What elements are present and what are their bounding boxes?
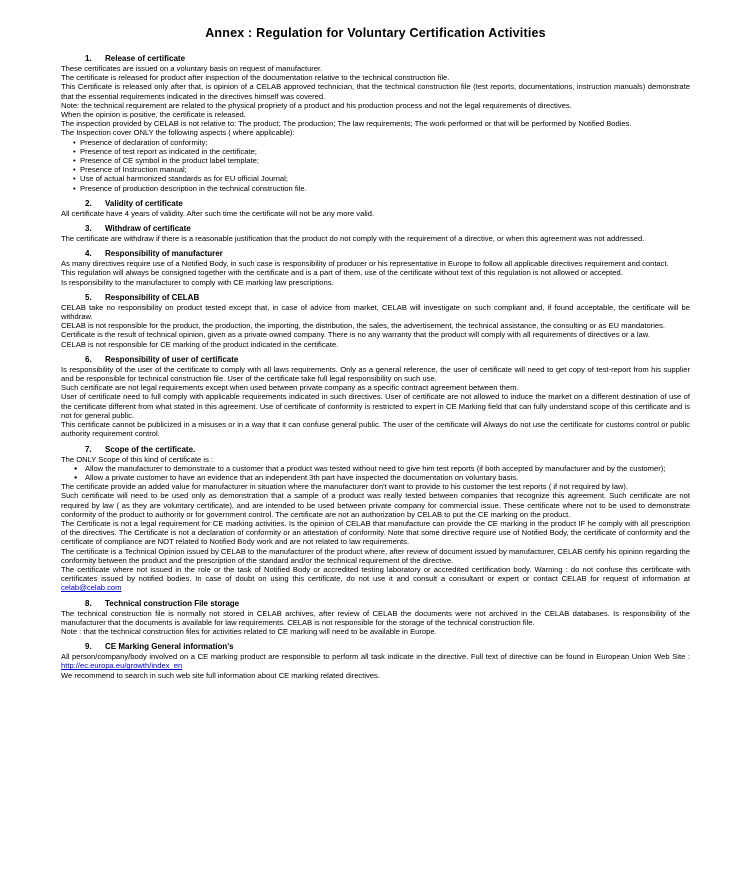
section-manufacturer bbox=[61, 249, 690, 287]
list-item: • Use of actual harmonized standards as for EU official Journal; bbox=[73, 174, 690, 183]
section-heading: 5. Responsibility of CELAB bbox=[85, 292, 200, 302]
section-validity bbox=[61, 199, 690, 218]
section-heading: 4. Responsibility of manufacturer bbox=[85, 249, 223, 259]
paragraph: The inspection provided by CELAB is not relative to: The product; The production; The law requirements; The work performed or that will be performed by Notified Bodies. bbox=[61, 119, 632, 129]
section-user bbox=[61, 355, 690, 439]
paragraph: All certificate have 4 years of validity. After such time the certificate will not be any more valid. bbox=[61, 208, 375, 218]
section-heading: 7. Scope of the certificate. bbox=[85, 444, 196, 454]
paragraph: As many directives require use of a Notified Body, in such case is responsibility of producer or his representative in Europe to follow all applicable directives requirement and contact. bbox=[61, 259, 669, 269]
list-item: • Presence of production description in the technical construction file. bbox=[73, 184, 690, 193]
paragraph: The certificate is a Technical Opinion issued by CELAB to the manufacturer of the product where, after review of document issued by manufacturer, CELAB certify his opinion regarding the conformity between the product and the prescription of the standard and/or the technical requirement of the directive. bbox=[61, 546, 690, 565]
list-item: • Presence of declaration of conformity; bbox=[73, 138, 690, 147]
section-withdraw bbox=[61, 224, 690, 243]
paragraph: The Inspection cover ONLY the following aspects ( where applicable): bbox=[61, 128, 295, 138]
section-heading: 9. CE Marking General information's bbox=[85, 642, 234, 652]
paragraph: When the opinion is positive, the certificate is released. bbox=[61, 110, 246, 120]
list-item: ● Allow a private customer to have an evidence that an independent 3th part have inspected the documentation on voluntary basis. bbox=[73, 473, 690, 482]
section-heading: 1. Release of certificate bbox=[85, 54, 186, 63]
paragraph: Such certificate are not legal requirements except when used between private company as a specific contract agreement between them. bbox=[61, 383, 519, 393]
paragraph: CELAB take no responsibility on product tested except that, in case of advice from market, CELAB will investigate on such compliant and, if found acceptable, the certificate will be withdraw. bbox=[61, 302, 690, 322]
section-heading: 3. Withdraw of certificate bbox=[85, 224, 191, 234]
paragraph: Such certificate will need to be used only as demonstration that a sample of a product was really tested between companies that recognize this agreement. Such certificate are not required by law ( as they are voluntary certificate), and are intended to be used between private company for commercial issue. These certificate where not to be used to demonstrate conformity of the product to authority or for government control. The certificate are not an authorization by CELAB to put the CE marking on the product. bbox=[61, 491, 690, 519]
scope-list bbox=[61, 464, 690, 482]
list-item: ● Allow the manufacturer to demonstrate to a customer that a product was tested without need to give him test reports (if both accepted by manufacturer and by the customer); bbox=[73, 464, 690, 473]
paragraph: These certificates are issued on a voluntary basis on request of manufacturer. bbox=[61, 64, 323, 73]
paragraph: Certificate is the result of technical opinion, given as a private owned company. There is no any warranty that the product will comply with all requirements of directives or a law. bbox=[61, 330, 650, 340]
list-item: • Presence of Instruction manual; bbox=[73, 165, 690, 174]
paragraph: CELAB is not responsible for the product, the production, the importing, the distribution, the sales, the advertisement, the technical assistance, the consulting or as EU mandatories. bbox=[61, 321, 666, 331]
section-celab bbox=[61, 293, 690, 349]
document-title: Annex : Regulation for Voluntary Certification Activities bbox=[205, 26, 546, 40]
paragraph: Is responsibility of the user of the certificate to comply with all laws requirements. Only as a general reference, the user of certificate will need to get copy of test-report from his supplier and be responsible for technical construction file. User of the certificate take full legal responsibility on such use. bbox=[61, 364, 690, 384]
email-link[interactable]: celab@celab.com bbox=[61, 583, 122, 593]
section-heading: 8. Technical construction File storage bbox=[85, 598, 240, 608]
inspection-aspects-list bbox=[61, 138, 690, 193]
paragraph: The technical construction file is normally not stored in CELAB archives, after review of CELAB the documents were not archived in the CELAB databases. Is responsibility of the manufacturer that the documents is available for law requirements. CELAB is not responsible for the storage of the technical construction file. bbox=[61, 608, 690, 627]
paragraph: The certificate where not issued in the role or the task of Notified Body or accredited testing laboratory or accredited certification body. Warning : do not confuse this certificate with certificates issued by notified bodies. In case of doubt on using this certificate, do not use it and consult a consultant or expert or contact CELAB for request of information at celab@celab.com bbox=[61, 564, 690, 593]
section-release bbox=[61, 54, 690, 193]
eu-website-link[interactable]: http://ec.europa.eu/growth/index_en bbox=[61, 661, 183, 671]
paragraph: User of certificate need to full comply with applicable requirements indicated in such directives. User of certificate are not allowed to induce the market on a different destination of use of the certificate different from what stated in this agreement. Use of certificate of conformity is restricted to expert in CE Marking field that can fully understand scope of this certificate and is not for general public. bbox=[61, 392, 690, 420]
paragraph: CELAB is not responsible for CE marking of the product indicated in the certificate. bbox=[61, 339, 339, 349]
paragraph: All person/company/body involved on a CE marking product are responsible to perform all task indicate in the directive. Full text of directive can be found in European Union Web Site : http://ec.europa.eu/growth/index_en bbox=[61, 652, 690, 671]
paragraph: Is responsibility to the manufacturer to comply with CE marking law prescriptions. bbox=[61, 277, 334, 287]
section-storage bbox=[61, 599, 690, 637]
paragraph: The certificate provide an added value for manufacturer in situation where the manufacturer don't want to provide to his customer the test reports ( if not required by law). bbox=[61, 482, 629, 492]
document-page bbox=[61, 26, 690, 686]
paragraph: This certificate cannot be publicized in a misuses or in a way that it can confuse general public. The user of the certificate will Always do not use the certificate for customs control or public authority requirement control. bbox=[61, 420, 690, 439]
paragraph: This regulation will always be consigned together with the certificate and is a part of them, use of the certificate without text of this regulation is not allowed or accepted. bbox=[61, 268, 623, 278]
section-heading: 2. Validity of certificate bbox=[85, 198, 183, 208]
list-item: • Presence of CE symbol in the product label template; bbox=[73, 156, 690, 165]
section-scope bbox=[61, 445, 690, 593]
paragraph: The certificate are withdraw if there is a reasonable justification that the product do not comply with the requirement of a directive, or when this agreement was not addressed. bbox=[61, 234, 645, 244]
paragraph: The ONLY Scope of this kind of certificate is : bbox=[61, 454, 214, 464]
paragraph: Note: the technical requirement are related to the physical propriety of a product and his production process and not the legal requirements of directives. bbox=[61, 100, 572, 110]
paragraph: The certificate is released for product after inspection of the documentation relative to the technical construction file. bbox=[61, 73, 450, 83]
paragraph: Note : that the technical construction files for activities related to CE marking will need to be available in Europe. bbox=[61, 626, 437, 636]
section-heading: 6. Responsibility of user of certificate bbox=[85, 354, 239, 364]
paragraph: We recommend to search in such web site full information about CE marking related directives. bbox=[61, 670, 380, 680]
section-ce-info bbox=[61, 642, 690, 680]
paragraph: This Certificate is released only after that, is opinion of a CELAB approved technician, that the technical construction file (test reports, documentations, instruction manuals) demonstrate that the essential requirements indicated in the directives himself was covered. bbox=[61, 82, 690, 101]
list-item: • Presence of test report as indicated in the certificate; bbox=[73, 147, 690, 156]
paragraph: The Certificate is not a legal requirement for CE marking activities. Is the opinion of CELAB that manufacture can provide the CE marking in the product IF he comply with all prescription of the directives. The Certificate is not a declaration of conformity or an attestation of conformity. Note that some directive require use of Notified Body, the certificate of conformity and the certificate of compliance are NOT related to Notified Body work and are not related to law requirements. bbox=[61, 518, 690, 547]
